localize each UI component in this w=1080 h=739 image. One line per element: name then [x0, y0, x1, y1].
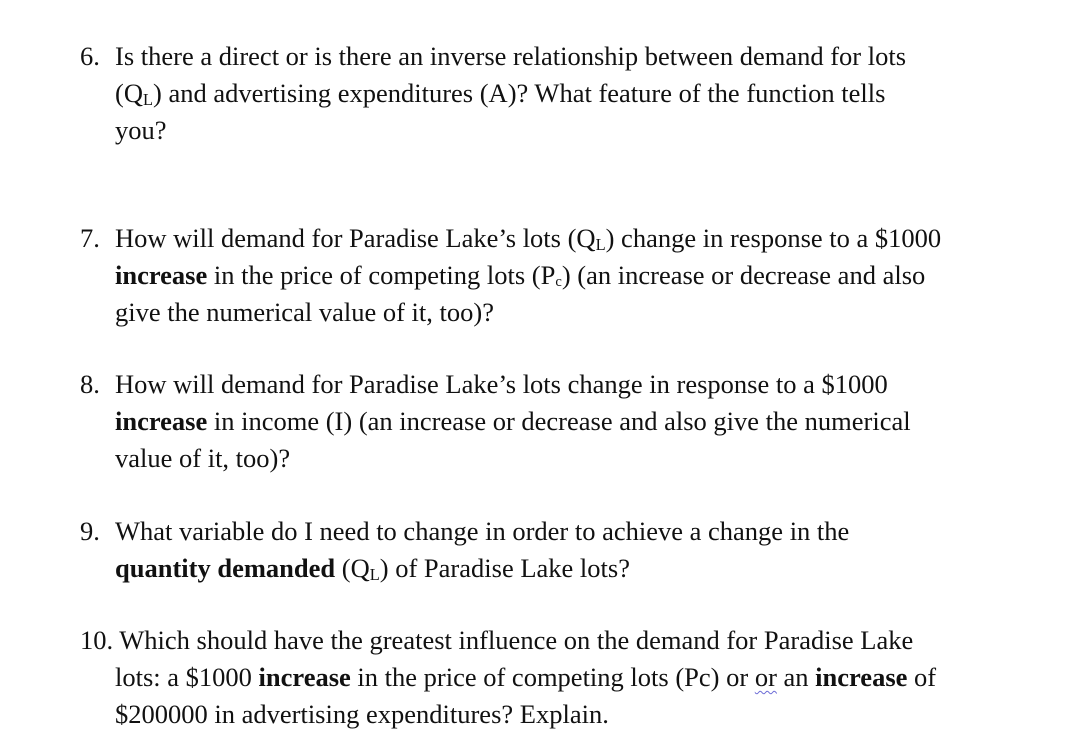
question-text-line: 10. Which should have the greatest influence on the demand for Paradise Lake	[80, 625, 914, 655]
question-number: 6.	[80, 41, 100, 71]
question-text-line: (QL) and advertising expenditures (A)? What feature of the function tells	[115, 78, 886, 109]
question-text-line: Is there a direct or is there an inverse relationship between demand for lots	[115, 41, 907, 71]
bold-emphasis: increase	[815, 662, 908, 692]
bold-emphasis: increase	[115, 260, 208, 290]
question-text-line: you?	[115, 115, 167, 145]
subscript: L	[142, 89, 153, 109]
subscript: c	[555, 274, 562, 291]
bold-emphasis: quantity demanded	[115, 553, 336, 583]
question-text-line: value of it, too)?	[115, 443, 291, 473]
question-text-line: How will demand for Paradise Lake’s lots (QL) change in response to a $1000	[115, 223, 942, 254]
question-text-line: increase in the price of competing lots (Pc) (an increase or decrease and also	[115, 260, 926, 291]
subscript: L	[595, 234, 606, 254]
question-text-line: lots: a $1000 increase in the price of competing lots (Pc) or or an increase of	[115, 662, 937, 692]
question-text-line: quantity demanded (QL) of Paradise Lake lots?	[115, 553, 630, 584]
bold-emphasis: increase	[258, 662, 351, 692]
question-text-line: $200000 in advertising expenditures? Explain.	[115, 699, 609, 729]
spellcheck-squiggle: or	[754, 662, 777, 692]
question-number: 8.	[80, 369, 100, 399]
question-number: 7.	[80, 223, 100, 253]
subscript: L	[369, 564, 380, 584]
bold-emphasis: increase	[115, 406, 208, 436]
question-text-line: How will demand for Paradise Lake’s lots change in response to a $1000	[115, 369, 888, 399]
question-text-line: give the numerical value of it, too)?	[115, 297, 494, 327]
question-number: 10.	[80, 625, 114, 655]
question-text-line: increase in income (I) (an increase or decrease and also give the numerical	[115, 406, 911, 436]
question-text-line: What variable do I need to change in order to achieve a change in the	[115, 516, 850, 546]
question-number: 9.	[80, 516, 100, 546]
